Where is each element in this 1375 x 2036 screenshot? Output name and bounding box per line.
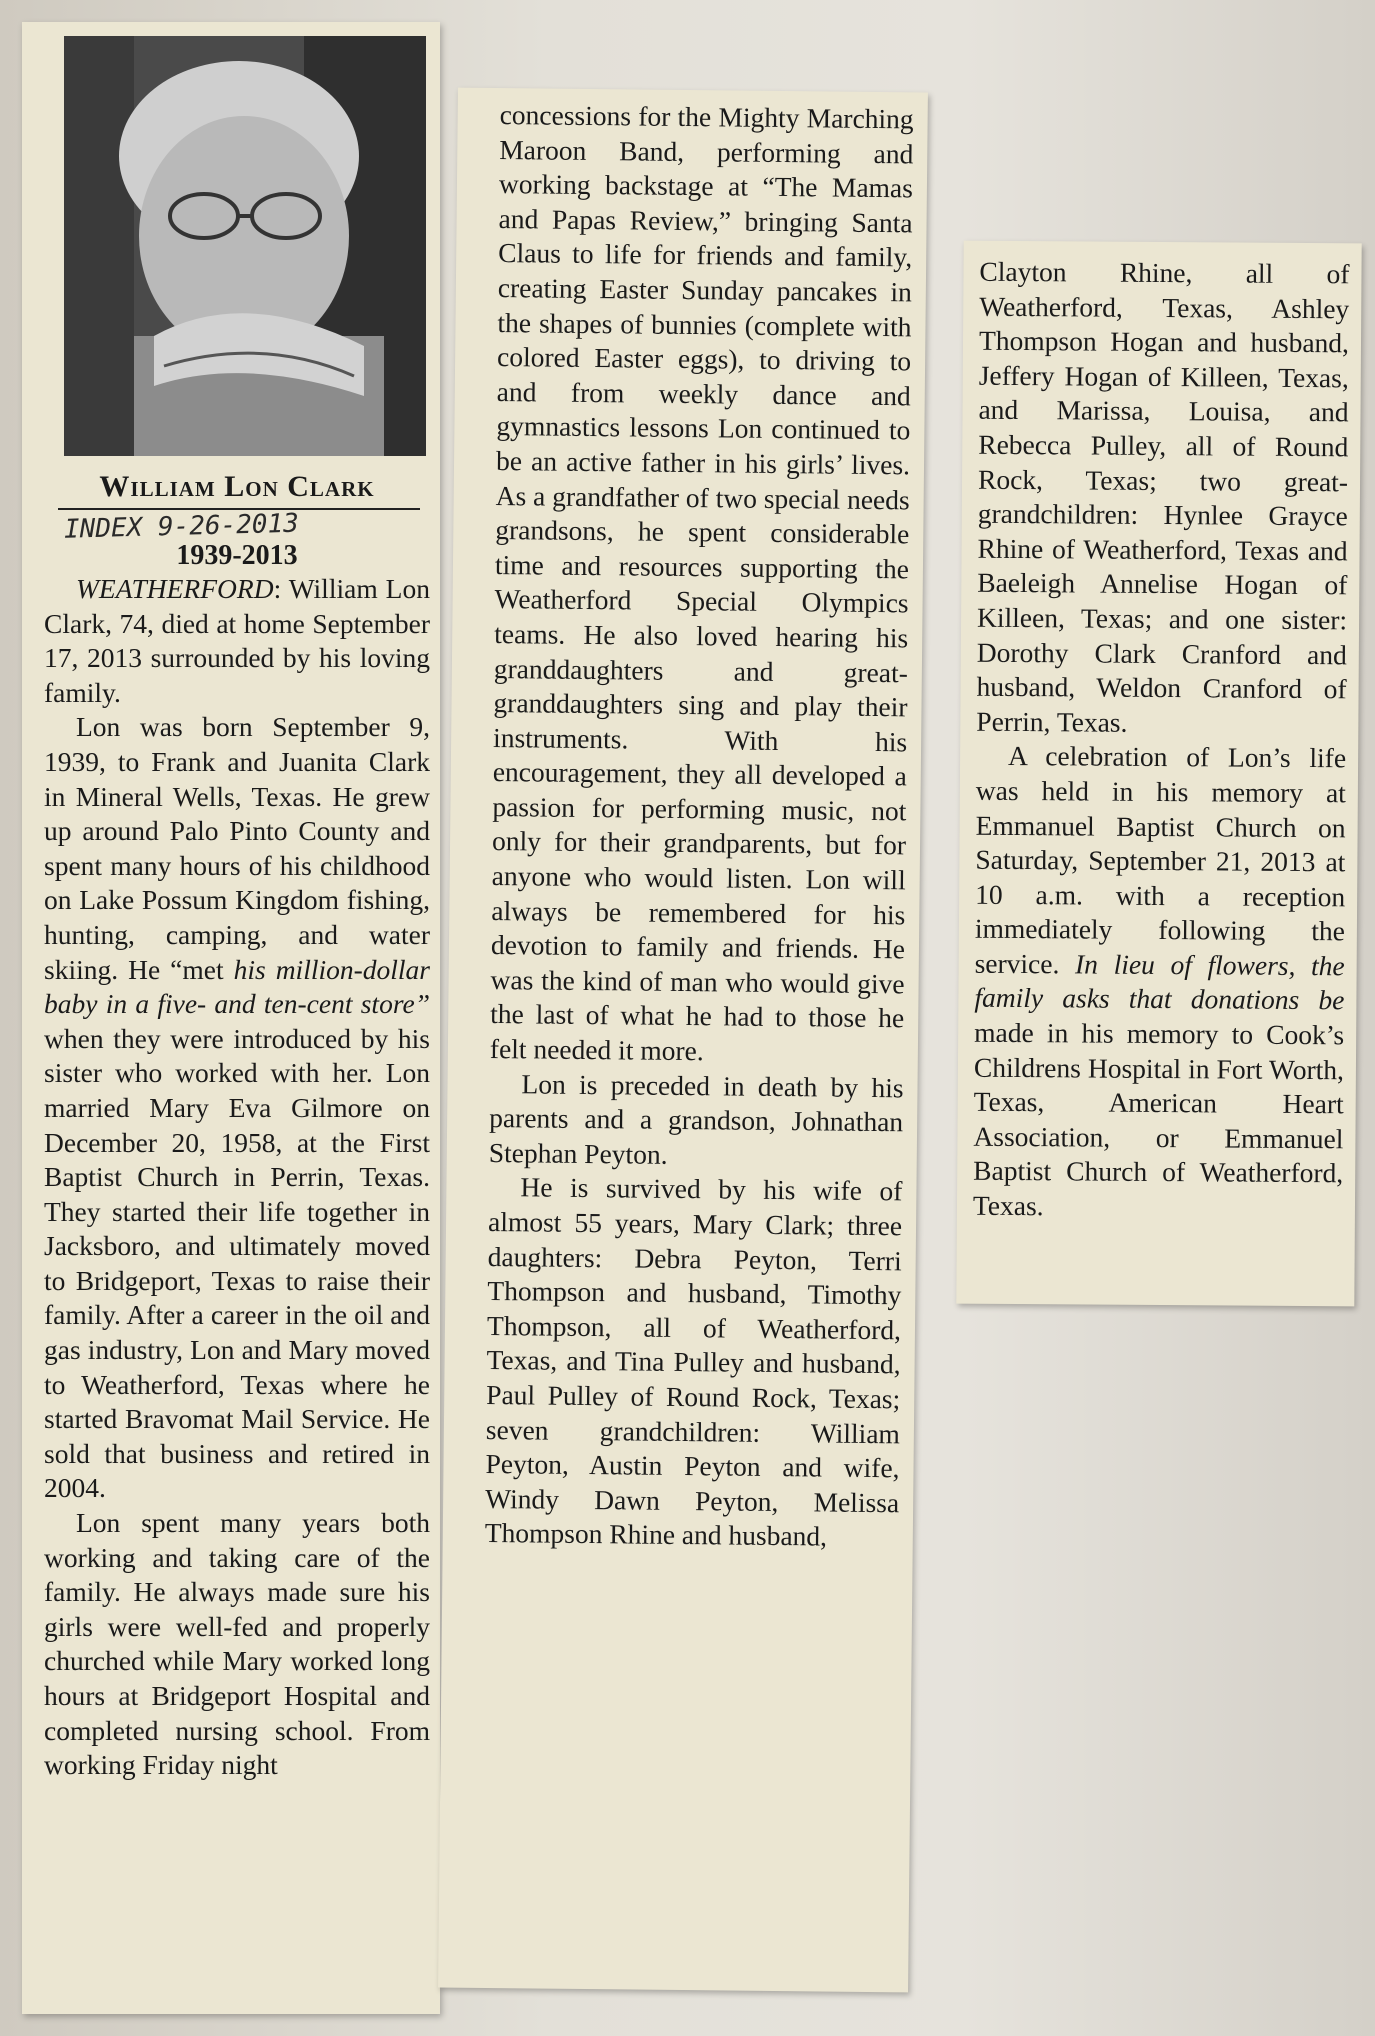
paragraph-3: Lon spent many years both working and taking care of the family. He always made sure his girls were well-fed and properly churched while Mary worked long hours at Bridgeport Hospital and completed nursing school. From working Friday night [44,1507,430,1781]
paragraph-7: Clayton Rhine, all of Weatherford, Texas, Ashley Thompson Hogan and husband, Jeffery Hogan of Killeen, Texas, and Marissa, Louisa, and Rebecca Pulley, all of Round Rock, Texas; two great-grandchildren: Hynlee Grayce Rhine of Weatherford, Texas and Baeleigh Annelise Hogan of Killeen, Texas; and one sister: Dorothy Clark Cranford and husband, Weldon Cranford of Perrin, Texas. [976,255,1350,738]
column-3-text [973,255,1350,1226]
dateline-place: WEATHERFORD [76,573,274,604]
paragraph-1-text: : William Lon Clark, 74, died at home September 17, 2013 surrounded by his loving family. [44,573,430,708]
handwritten-date-note: INDEX 9-26-2013 [63,508,300,545]
column-2-text [485,98,914,1555]
paragraph-8-italic: In lieu of flowers, the family asks that donations be [974,948,1345,1016]
paragraph-8-text-a: A celebration of Lon’s life was held in his memory at Emmanuel Baptist Church on Saturday, September 21, 2013 at 10 a.m. with a reception immediately following the service. [974,740,1347,980]
clipping-column-2 [438,88,928,1993]
portrait-photo [64,36,426,456]
paragraph-8-text-c: made in his memory to Cook’s Childrens Hospital in Fort Worth, Texas, American Heart Association, or Emmanuel Baptist Church of Weatherford, Texas. [972,1016,1345,1222]
paragraph-1 [44,572,430,710]
life-years: 1939-2013 [176,540,298,571]
paragraph-2-text-c: when they were introduced by his sister who worked with her. Lon married Mary Eva Gilmore on December 20, 1958, at the First Baptist Church in Perrin, Texas. They started their life together in Jacksboro, and ultimately moved to Bridgeport, Texas to raise their family. After a career in the oil and gas industry, Lon and Mary moved to Weatherford, Texas where he started Bravomat Mail Service. He sold that business and retired in 2004. [44,1022,430,1504]
column-1-text [44,572,430,1783]
paragraph-6: He is survived by his wife of almost 55 years, Mary Clark; three daughters: Debra Peyton, Terri Thompson and husband, Timothy Thompson, all of Weatherford, Texas, and Tina Pulley and husband, Paul Pulley of Round Rock, Texas; seven grandchildren: William Peyton, Austin Peyton and wife, Windy Dawn Peyton, Melissa Thompson Rhine and husband, [484,1171,903,1552]
paragraph-2 [44,710,430,1506]
paragraph-2-quote: his million-dollar baby in a five- and ten-cent store” [44,953,431,1020]
paragraph-8 [973,739,1346,1226]
paragraph-5: Lon is preceded in death by his parents and a grandson, Johnathan Stephan Peyton. [488,1067,904,1170]
paragraph-4: concessions for the Mighty Marching Maroon Band, performing and working backstage at “The Mamas and Papas Review,” bringing Santa Claus to life for friends and family, creating Easter Sunday pancakes in the shapes of bunnies (complete with colored Easter eggs), to driving to and from weekly dance and gymnastics lessons Lon continued to be an active father in his girls’ lives. As a grandfather of two special needs grandsons, he spent considerable time and resources supporting the Weatherford Special Olympics teams. He also loved hearing his granddaughters and great-granddaughters sing and play their instruments. With his encouragement, they all developed a passion for performing music, not only for their grandparents, but for anyone who would listen. Lon will always be remembered for his devotion to family and friends. He was the kind of man who would give the last of what he had to those he felt needed it more. [489,99,914,1067]
paragraph-2-text-a: Lon was born September 9, 1939, to Frank and Juanita Clark in Mineral Wells, Texas. He grew up around Palo Pinto County and spent many hours of his childhood on Lake Possum Kingdom fishing, hunting, camping, and water skiing. He “met [44,711,430,985]
obituary-name: William Lon Clark [99,470,375,503]
clipping-column-3 [956,241,1361,1307]
portrait-illustration [64,36,426,456]
clipping-column-1 [22,22,440,2014]
